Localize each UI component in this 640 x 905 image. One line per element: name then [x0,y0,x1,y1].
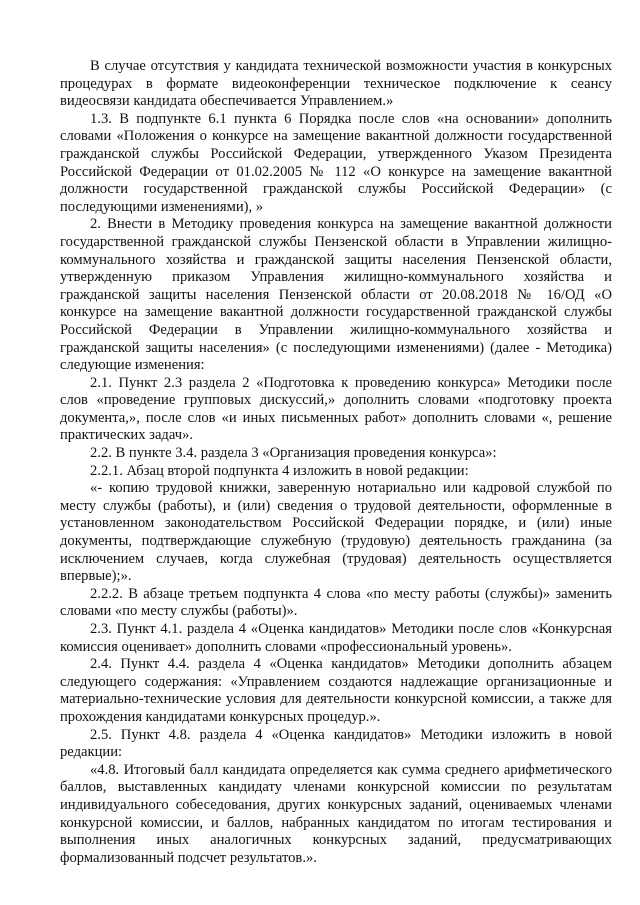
paragraph-1-3: 1.3. В подпункте 6.1 пункта 6 Порядка после слов «на основании» дополнить словами «Положения о конкурсе на замещение вакантной должности государственной гражданской службы Российской Федерации, утвержденного Указом Президента Российской Федерации от 01.02.2005 № 112 «О конкурсе на замещение вакантной должности государственной гражданской службы Российской Федерации» (с последующими изменениями), » [60,110,612,215]
paragraph-2-5: 2.5. Пункт 4.8. раздела 4 «Оценка кандидатов» Методики изложить в новой редакции: [60,726,612,761]
document-page [60,58,612,867]
paragraph-2-1: 2.1. Пункт 2.3 раздела 2 «Подготовка к проведению конкурса» Методики после слов «проведение групповых дискуссий,» дополнить словами «подготовку проекта документа,», после слов «и иных письменных работ» дополнить словами «, решение практических задач». [60,374,612,444]
paragraph-2-2: 2.2. В пункте 3.4. раздела 3 «Организация проведения конкурса»: [90,445,497,462]
paragraph-2-2-2: 2.2.2. В абзаце третьем подпункта 4 слова «по месту работы (службы)» заменить словами «по месту службы (работы)». [60,585,612,620]
paragraph-quote-labor-book: «- копию трудовой книжки, заверенную нотариально или кадровой службой по месту службы (работы), и (или) сведения о трудовой деятельности, оформленные в установленном законодательством Российской Федерации порядке, и (или) иные документы, подтверждающие служебную (трудовую) деятельность гражданина (за исключением случаев, когда служебная (трудовая) деятельность осуществляется впервые);». [60,480,612,585]
paragraph-videoconference: В случае отсутствия у кандидата технической возможности участия в конкурсных процедурах в формате видеоконференции техническое подключение к сеансу видеосвязи кандидата обеспечивается Управлением.» [60,58,612,110]
paragraph-2: 2. Внести в Методику проведения конкурса на замещение вакантной должности государственной гражданской службы Пензенской области в Управлении жилищно-коммунального хозяйства и гражданской защиты населения Пензенской области, утвержденную приказом Управления жилищно-коммунального хозяйства и гражданской защиты населения Пензенской области от 20.08.2018 № 16/ОД «О конкурсе на замещение вакантной должности государственной гражданской службы Российской Федерации в Управлении жилищно-коммунального хозяйства и гражданской защиты населения» (с последующими изменениями) (далее - Методика) следующие изменения: [60,216,612,374]
paragraph-4-8-quote: «4.8. Итоговый балл кандидата определяется как сумма среднего арифметического баллов, выставленных кандидату членами конкурсной комиссии по результатам индивидуального собеседования, других конкурсных заданий, оцениваемых членами конкурсной комиссии, и баллов, набранных кандидатом по итогам тестирования и выполнения иных аналогичных конкурсных заданий, предусматривающих формализованный подсчет результатов.». [60,761,612,866]
paragraph-2-4: 2.4. Пункт 4.4. раздела 4 «Оценка кандидатов» Методики дополнить абзацем следующего содержания: «Управлением создаются надлежащие организационные и материально-технические условия для деятельности конкурсной комиссии, а также для прохождения кандидатами конкурсных процедур.». [60,656,612,725]
paragraph-2-3: 2.3. Пункт 4.1. раздела 4 «Оценка кандидатов» Методики после слов «Конкурсная комиссия оценивает» дополнить словами «профессиональный уровень». [60,621,612,655]
paragraph-2-2-1: 2.2.1. Абзац второй подпункта 4 изложить в новой редакции: [90,462,469,479]
